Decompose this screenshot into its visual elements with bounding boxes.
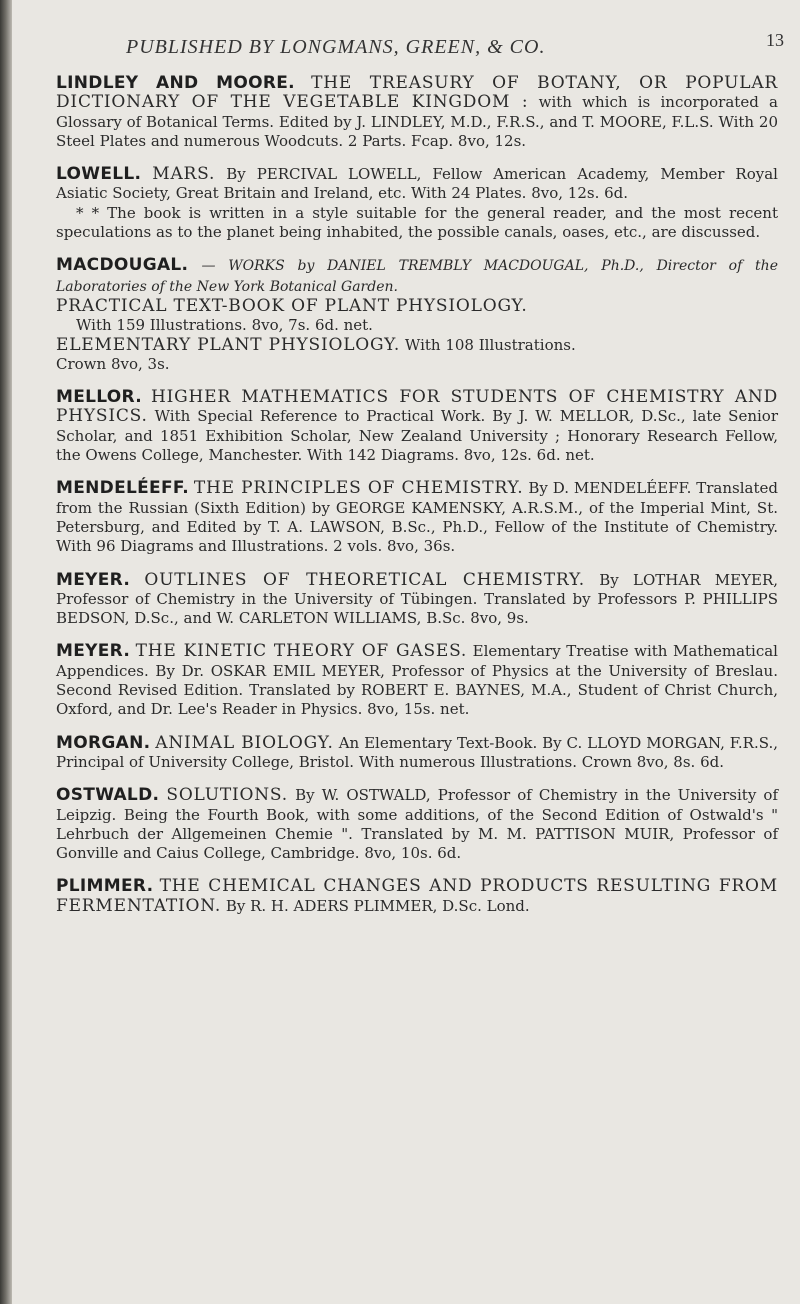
page-number: 13 — [766, 30, 784, 50]
entry-author: LOWELL. — [56, 164, 142, 185]
entry-author: MELLOR. — [56, 387, 143, 408]
entry-text-2-inline: With 108 Illustrations. — [404, 335, 576, 354]
entry-note: * * The book is written in a style suitable for the general reader, and the most recent speculations as to the planet being inhabited, the possible canals, oases, etc., are discussed. — [56, 203, 778, 242]
catalogue-entry-morgan — [56, 734, 778, 773]
entry-title: HIGHER MATHEMATICS FOR STUDENTS OF CHEMISTRY AND PHYSICS. — [56, 387, 778, 427]
entry-author: MORGAN. — [56, 732, 151, 753]
entry-author: LINDLEY AND MOORE. — [56, 73, 295, 93]
entry-author: MENDELÉEFF. — [56, 478, 190, 499]
entry-text-2: Crown 8vo, 3s. — [56, 354, 170, 373]
entry-title: ANIMAL BIOLOGY. — [155, 732, 334, 753]
entry-author: PLIMMER. — [56, 876, 154, 897]
entry-author: MACDOUGAL. — [56, 255, 189, 276]
entry-text: By LOTHAR MEYER, Professor of Chemistry in the University of Tübingen. Translated by Professors P. PHILLIPS BEDSON, D.Sc., and W. CARLETON WILLIAMS, B.Sc. 8vo, 9s. — [56, 570, 779, 628]
entry-text: By D. MENDELÉEFF. Translated from the Russian (Sixth Edition) by GEORGE KAMENSKY, A.R.S.M., of the Imperial Mint, St. Petersburg, and Edited by T. A. LAWSON, B.Sc., Ph.D., Fellow of the Institute of Chemistry. With 96 Diagrams and Illustrations. 2 vols. 8vo, 36s. — [56, 479, 778, 556]
entry-text: An Elementary Text-Book. By C. LLOYD MORGAN, F.R.S., Principal of University College, Bristol. With numerous Illustrations. Crown 8vo, 8s. 6d. — [56, 733, 778, 771]
entry-text: with which is incorporated a Glossary of Botanical Terms. Edited by J. LINDLEY, M.D., F.R.S., and T. MOORE, F.L.S. With 20 Steel Plates and numerous Woodcuts. 2 Parts. Fcap. 8vo, 12s. — [56, 93, 778, 150]
entry-text: Elementary Treatise with Mathematical Appendices. By Dr. OSKAR EMIL MEYER, Professor of Physics at the University of Breslau. Second Revised Edition. Translated by ROBERT E. BAYNES, M.A., Student of Christ Church, Oxford, and Dr. Lee's Reader in Physics. 8vo, 15s. net. — [56, 642, 778, 719]
entry-title: SOLUTIONS. — [166, 785, 288, 806]
entry-title: THE CHEMICAL CHANGES AND PRODUCTS RESULTING FROM FERMENTATION. — [56, 876, 778, 916]
running-head: PUBLISHED BY LONGMANS, GREEN, & CO. — [126, 36, 546, 58]
entry-title: THE PRINCIPLES OF CHEMISTRY. — [193, 478, 524, 499]
entry-title: THE KINETIC THEORY OF GASES. — [135, 641, 468, 662]
entry-text: With Special Reference to Practical Work. By J. W. MELLOR, D.Sc., late Senior Scholar, and 1851 Exhibition Scholar, New Zealand University ; Honorary Research Fellow, the Owens College, Manchester. With 142 Diagrams. 8vo, 12s. 6d. net. — [56, 407, 778, 465]
entry-title: PRACTICAL TEXT-BOOK OF PLANT PHYSIOLOGY. — [56, 295, 528, 316]
catalogue-entry-lowell — [56, 165, 778, 242]
entry-author: MEYER. — [56, 641, 131, 662]
catalogue-entry-plimmer — [56, 877, 778, 916]
catalogue-entry-ostwald — [56, 786, 778, 863]
entry-text: By R. H. ADERS PLIMMER, D.Sc. Lond. — [225, 896, 530, 915]
catalogue-entry-mellor — [56, 388, 778, 465]
entry-text: By W. OSTWALD, Professor of Chemistry in the University of Leipzig. Being the Fourth Book, with some additions, of the Second Edition of Ostwald's " Lehrbuch der Allgemeinen Chemie ". Translated by M. M. PATTISON MUIR, Professor of Gonville and Caius College, Cambridge. 8vo, 10s. 6d. — [56, 786, 778, 863]
entry-text: With 159 Illustrations. 8vo, 7s. 6d. net. — [76, 316, 373, 335]
entry-title: THE TREASURY OF BOTANY, OR POPULAR DICTIONARY OF THE VEGETABLE KINGDOM : — [56, 73, 778, 113]
catalogue-page — [24, 0, 784, 1304]
entry-text: By PERCIVAL LOWELL, Fellow American Academy, Member Royal Asiatic Society, Great Britain and Ireland, etc. With 24 Plates. 8vo, 12s. 6d. — [56, 165, 778, 203]
catalogue-entries — [56, 74, 778, 930]
catalogue-entry-mendeleeff — [56, 479, 778, 556]
entry-author: MEYER. — [56, 569, 131, 590]
entry-title: OUTLINES OF THEORETICAL CHEMISTRY. — [144, 569, 585, 590]
catalogue-entry-macdougal — [56, 256, 778, 374]
entry-author: OSTWALD. — [56, 785, 160, 806]
entry-title: MARS. — [152, 164, 216, 185]
catalogue-entry-meyer-oskar — [56, 642, 778, 719]
entry-title-2: ELEMENTARY PLANT PHYSIOLOGY. — [56, 334, 401, 355]
catalogue-entry-meyer-lothar — [56, 571, 778, 629]
catalogue-entry-lindley-moore — [56, 74, 778, 151]
entry-byline: — WORKS by DANIEL TREMBLY MACDOUGAL, Ph.D., Director of the Laboratories of the New York Botanical Garden. — [56, 258, 778, 295]
book-spine-shadow — [0, 0, 12, 1304]
